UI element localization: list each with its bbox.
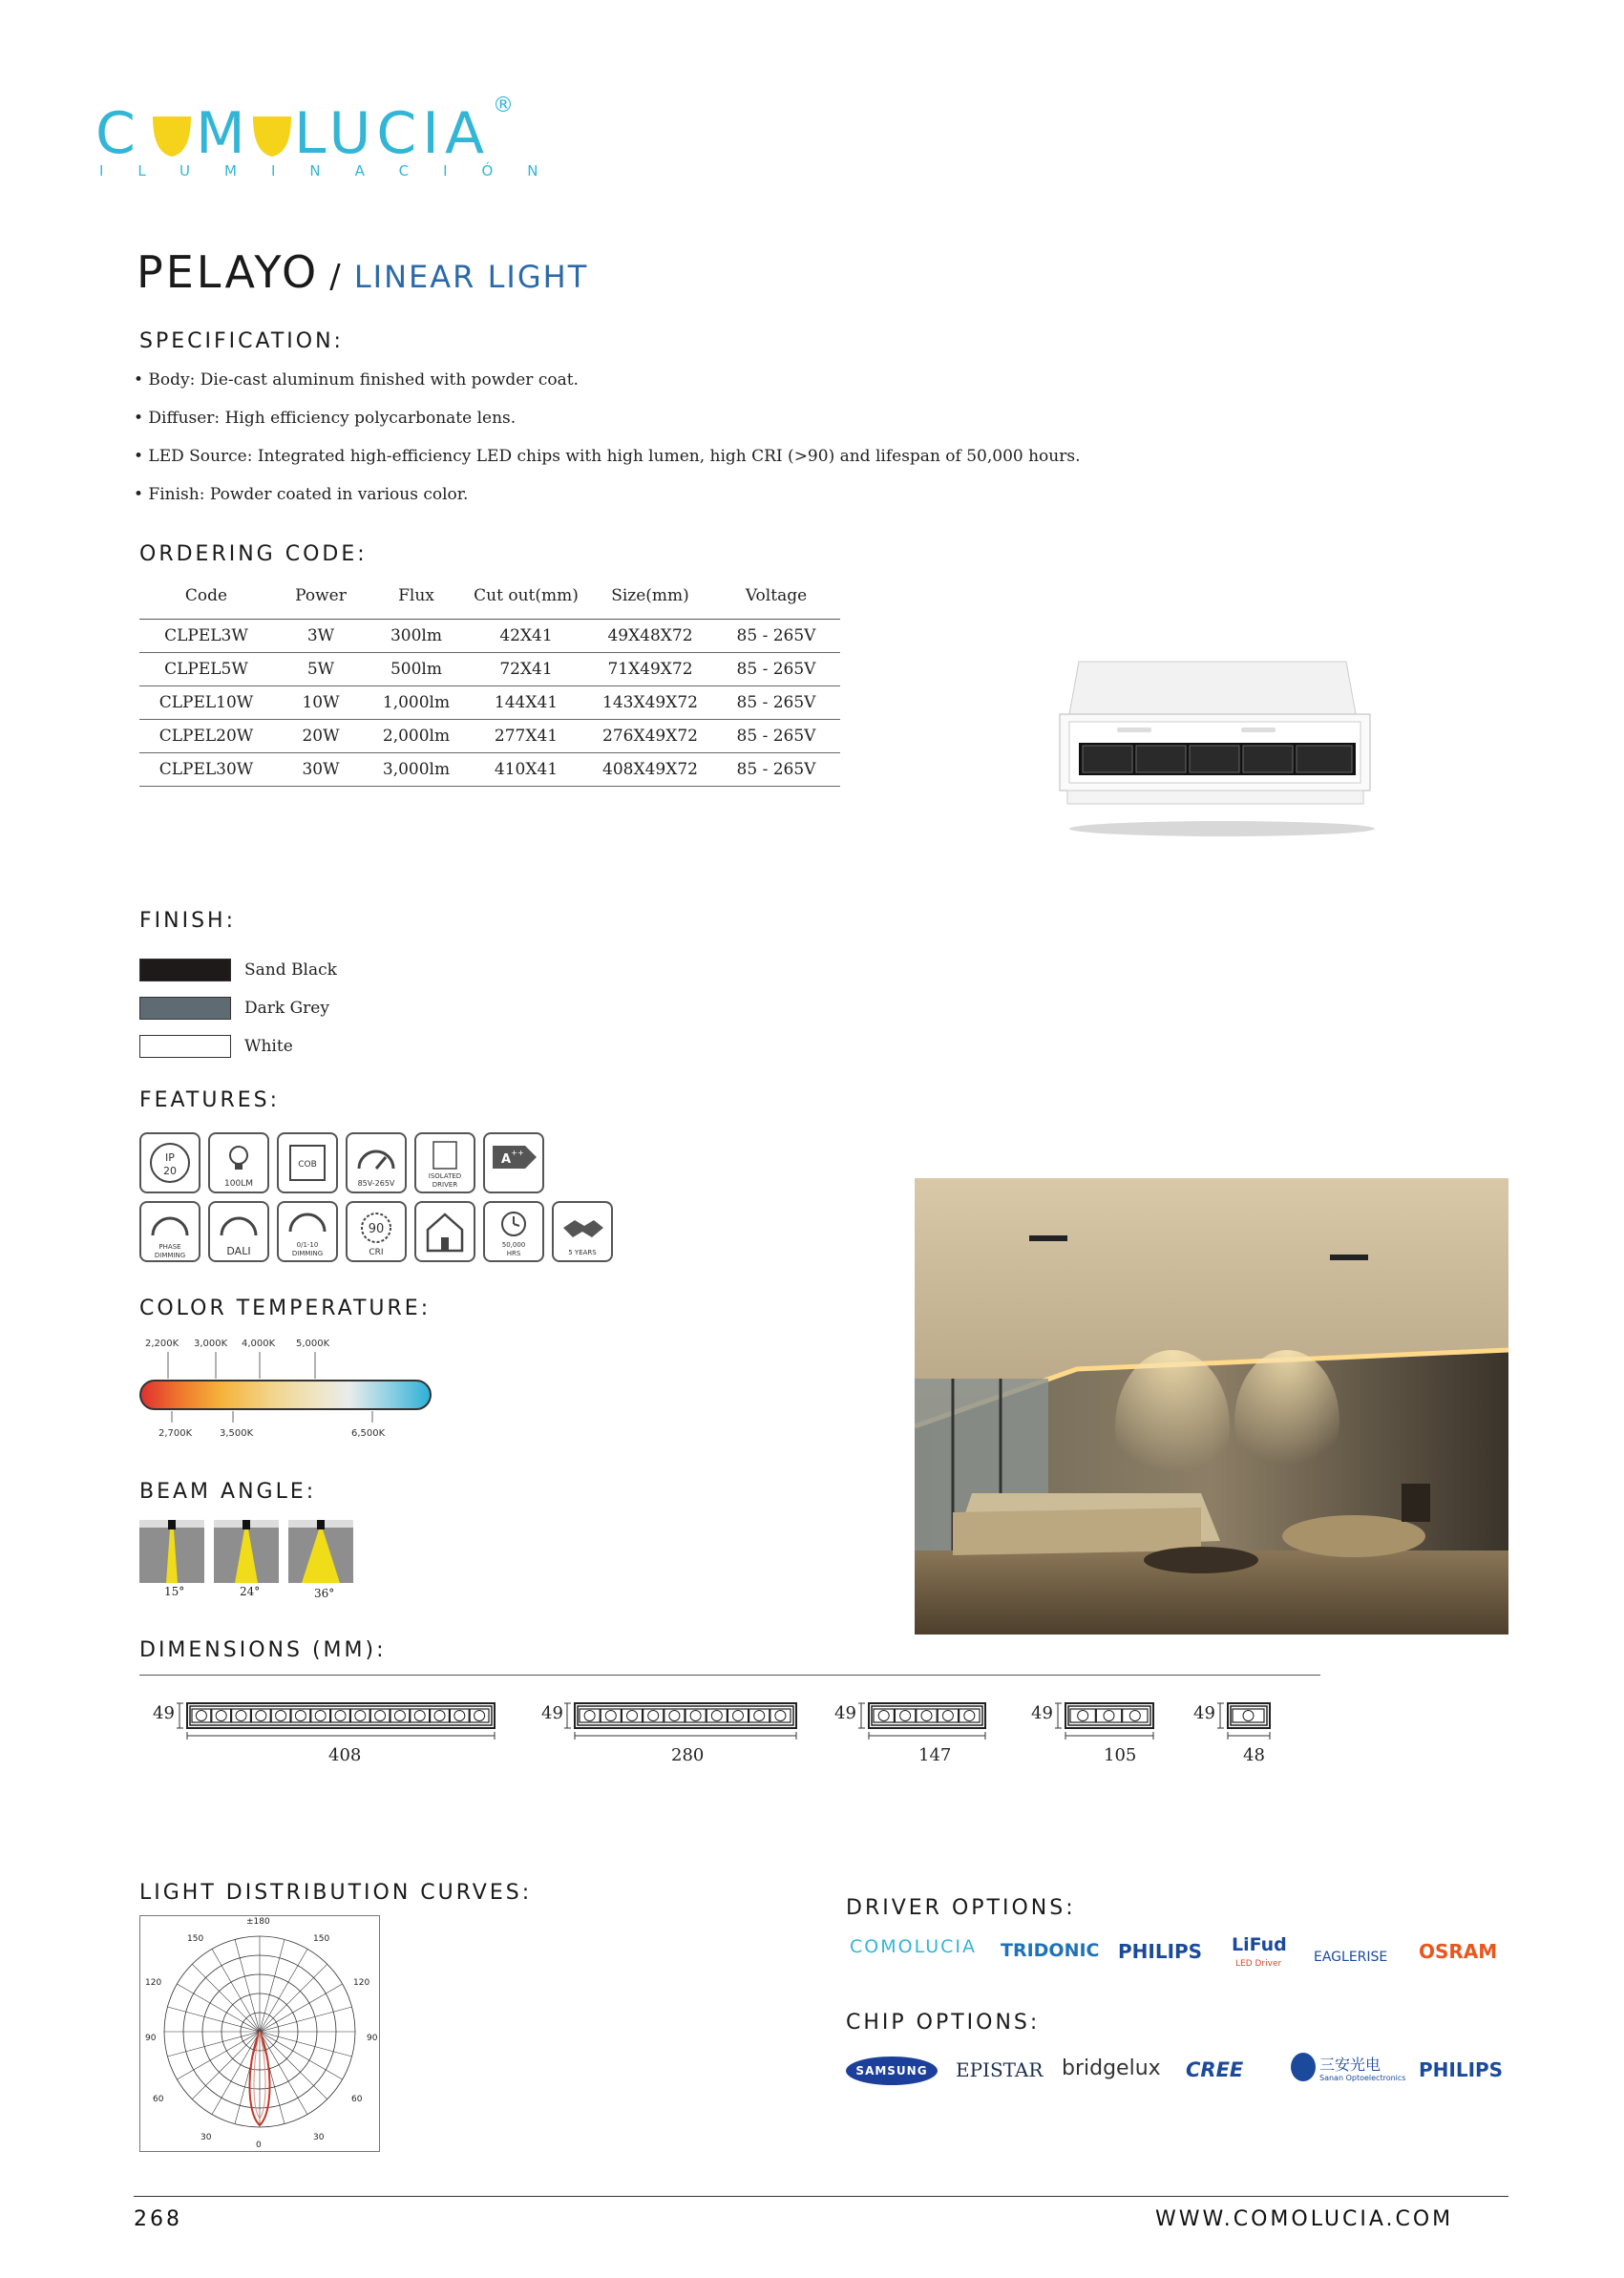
energy-class-icon [483, 1132, 544, 1193]
polar-angle-label: 60 [351, 2095, 363, 2104]
dimension-height: 49 [1031, 1703, 1053, 1723]
led-cell [1123, 1709, 1148, 1722]
dimension-height: 49 [541, 1703, 563, 1723]
svg-text:ISOLATED: ISOLATED [428, 1172, 462, 1180]
led-cell [431, 1709, 450, 1722]
dimension-height: 49 [834, 1703, 856, 1723]
column-header: Size(mm) [588, 573, 712, 620]
polar-angle-label: 90 [145, 2034, 157, 2043]
led-cell [350, 1709, 369, 1722]
website-url: WWW.COMOLUCIA.COM [1155, 2207, 1454, 2231]
cell-cutout: 277X41 [464, 720, 588, 753]
polar-angle-label: 150 [313, 1934, 330, 1944]
led-cell [770, 1709, 791, 1722]
cell-power: 20W [273, 720, 369, 753]
beam-36-icon [288, 1520, 353, 1583]
brand-logo-eaglerise: EAGLERISE [1314, 1950, 1388, 1965]
cell-cutout: 72X41 [464, 653, 588, 686]
brand-logo-cree: CREE [1186, 2058, 1244, 2081]
led-cell [601, 1709, 621, 1722]
cell-size: 49X48X72 [588, 620, 712, 653]
cell-code: CLPEL5W [139, 653, 273, 686]
cell-voltage: 85 - 265V [712, 720, 840, 753]
cell-code: CLPEL20W [139, 720, 273, 753]
svg-text:A: A [500, 1152, 512, 1167]
svg-text:COB: COB [298, 1160, 317, 1170]
cell-power: 10W [273, 686, 369, 720]
cell-code: CLPEL30W [139, 753, 273, 787]
led-cell [580, 1709, 600, 1722]
ordering-heading: ORDERING CODE: [139, 542, 368, 566]
led-cell [664, 1709, 685, 1722]
polar-angle-label: 30 [200, 2133, 212, 2142]
voltage-icon [346, 1132, 407, 1193]
led-cell [1233, 1709, 1264, 1722]
specification-heading: SPECIFICATION: [139, 329, 344, 353]
svg-text:++: ++ [511, 1149, 524, 1157]
samsung-wordmark: SAMSUNG [855, 2064, 928, 2078]
table-row [139, 720, 840, 753]
cell-power: 30W [273, 753, 369, 787]
product-name: PELAYO [137, 246, 320, 298]
svg-text:IP: IP [165, 1151, 175, 1164]
color-temperature-heading: COLOR TEMPERATURE: [139, 1297, 432, 1320]
dimension-profile-147 [857, 1699, 991, 1751]
spec-item: • Finish: Powder coated in various color. [134, 485, 469, 504]
cell-size: 276X49X72 [588, 720, 712, 753]
finish-list [139, 951, 337, 1065]
beam-angle-graphics [139, 1520, 359, 1583]
cell-flux: 1,000lm [369, 686, 464, 720]
dimension-profile-105 [1054, 1699, 1159, 1751]
finish-item [139, 989, 337, 1027]
svg-text:5 YEARS: 5 YEARS [568, 1249, 597, 1256]
specification-list [134, 370, 1184, 523]
ct-top-label: 2,200K [145, 1339, 179, 1349]
ordering-table [139, 573, 840, 787]
finish-heading: FINISH: [139, 909, 237, 933]
led-cell [643, 1709, 664, 1722]
cell-flux: 3,000lm [369, 753, 464, 787]
finish-label: Sand Black [244, 960, 337, 980]
led-cell [450, 1709, 469, 1722]
polar-angle-label: 30 [313, 2133, 325, 2142]
led-cell [1070, 1709, 1095, 1722]
cell-size: 71X49X72 [588, 653, 712, 686]
led-cell [917, 1709, 937, 1722]
brand-logo-bridgelux: bridgelux [1062, 2057, 1161, 2080]
led-cell [685, 1709, 706, 1722]
cell-flux: 2,000lm [369, 720, 464, 753]
led-cell [622, 1709, 642, 1722]
cell-code: CLPEL10W [139, 686, 273, 720]
dimension-length: 48 [1243, 1745, 1265, 1765]
led-cell [331, 1709, 350, 1722]
led-cell [960, 1709, 980, 1722]
brand-logo-philips-chip: PHILIPS [1419, 2058, 1504, 2081]
product-image [1041, 659, 1394, 850]
driver-options-heading: DRIVER OPTIONS: [846, 1896, 1076, 1920]
column-header: Voltage [712, 573, 840, 620]
svg-text:DRIVER: DRIVER [432, 1181, 458, 1189]
ct-bottom-label: 3,500K [220, 1428, 254, 1439]
led-cell [291, 1709, 310, 1722]
dali-icon [208, 1201, 269, 1262]
phase-dimming-icon [139, 1201, 200, 1262]
ct-top-label: 3,000K [194, 1339, 228, 1349]
page-number: 268 [134, 2207, 182, 2231]
svg-text:0/1-10: 0/1-10 [296, 1241, 319, 1249]
table-row [139, 753, 840, 787]
spec-item: • LED Source: Integrated high-efficiency LED chips with high lumen, high CRI (>90) and lifespan of 50,000 hours. [134, 447, 1081, 466]
table-row [139, 686, 840, 720]
ip20-icon [139, 1132, 200, 1193]
driver-brands [846, 1934, 1514, 1976]
svg-text:85V-265V: 85V-265V [357, 1179, 395, 1188]
finish-swatch [139, 1035, 231, 1058]
column-header: Flux [369, 573, 464, 620]
cell-size: 408X49X72 [588, 753, 712, 787]
spec-item: • Diffuser: High efficiency polycarbonate lens. [134, 409, 517, 428]
dimming-0-10-icon [277, 1201, 338, 1262]
polar-angle-label: 0 [256, 2141, 262, 2150]
warranty-icon [552, 1201, 613, 1262]
dimension-height: 49 [1193, 1703, 1215, 1723]
led-cell [728, 1709, 748, 1722]
finish-item [139, 951, 337, 989]
lumen-icon [208, 1132, 269, 1193]
led-cell [411, 1709, 430, 1722]
cri-icon [346, 1201, 407, 1262]
brand-logo-tridonic: TRIDONIC [1001, 1940, 1100, 1961]
indoor-icon [414, 1201, 475, 1262]
svg-text:DALI: DALI [226, 1245, 251, 1257]
lifespan-icon [483, 1201, 544, 1262]
led-cell [192, 1709, 211, 1722]
dimensions-rule [139, 1675, 1320, 1676]
dimension-height: 49 [153, 1703, 175, 1723]
dimension-profile-280 [563, 1699, 802, 1751]
led-cell [311, 1709, 330, 1722]
column-header: Code [139, 573, 273, 620]
brand-logo-philips: PHILIPS [1118, 1940, 1203, 1963]
brand-logo-sanan: 三安光电 [1319, 2056, 1381, 2074]
svg-text:100LM: 100LM [224, 1179, 253, 1189]
led-cell [370, 1709, 390, 1722]
svg-text:DIMMING: DIMMING [154, 1252, 186, 1259]
cob-icon [277, 1132, 338, 1193]
cell-voltage: 85 - 265V [712, 686, 840, 720]
led-cell [390, 1709, 410, 1722]
cell-size: 143X49X72 [588, 686, 712, 720]
cell-power: 3W [273, 620, 369, 653]
finish-swatch [139, 959, 231, 981]
beam-24-icon [214, 1520, 279, 1583]
cell-cutout: 144X41 [464, 686, 588, 720]
led-cell [749, 1709, 770, 1722]
brand-logo-samsung [846, 2057, 938, 2085]
footer-rule [134, 2196, 1508, 2197]
table-row [139, 620, 840, 653]
svg-text:PHASE: PHASE [158, 1243, 181, 1251]
ct-tick-marks [139, 1352, 432, 1423]
brand-logo-lifud: LiFud [1232, 1934, 1287, 1955]
features-row-1 [139, 1132, 544, 1193]
features-row-2 [139, 1201, 613, 1262]
sanan-icon [1291, 2053, 1316, 2081]
chip-options-heading: CHIP OPTIONS: [846, 2011, 1041, 2035]
svg-text:20: 20 [163, 1165, 177, 1177]
registered-mark: ® [493, 94, 514, 117]
cell-code: CLPEL3W [139, 620, 273, 653]
chip-brands [846, 2049, 1514, 2093]
dimension-length: 280 [671, 1745, 705, 1765]
ct-top-label: 4,000K [242, 1339, 276, 1349]
beam-15-icon [139, 1520, 204, 1583]
svg-text:50,000: 50,000 [501, 1241, 526, 1249]
finish-label: White [244, 1037, 293, 1056]
cell-power: 5W [273, 653, 369, 686]
finish-label: Dark Grey [244, 999, 329, 1018]
finish-item [139, 1027, 337, 1065]
cell-cutout: 410X41 [464, 753, 588, 787]
led-cell [271, 1709, 290, 1722]
svg-text:LUCIA: LUCIA [294, 100, 490, 167]
beam-angle-label: 36° [314, 1587, 335, 1600]
svg-text:DIMMING: DIMMING [291, 1250, 324, 1257]
led-cell [232, 1709, 251, 1722]
led-cell [251, 1709, 270, 1722]
dimension-length: 147 [918, 1745, 952, 1765]
beam-angle-label: 15° [164, 1585, 185, 1598]
dimension-profile-48 [1216, 1699, 1276, 1751]
svg-text:M: M [196, 100, 251, 167]
column-header: Power [273, 573, 369, 620]
polar-angle-label: 120 [145, 1978, 162, 1988]
isolated-driver-icon [414, 1132, 475, 1193]
led-cell [707, 1709, 727, 1722]
led-cell [938, 1709, 958, 1722]
led-cell [895, 1709, 915, 1722]
led-cell [212, 1709, 231, 1722]
polar-chart [139, 1915, 380, 2152]
svg-text:90: 90 [368, 1222, 385, 1236]
spec-item: • Body: Die-cast aluminum finished with powder coat. [134, 370, 579, 390]
dimension-profile-408 [176, 1699, 500, 1751]
brand-logo-epistar: EPISTAR [956, 2058, 1044, 2081]
ct-bottom-label: 6,500K [351, 1428, 386, 1439]
ct-bottom-label: 2,700K [158, 1428, 193, 1439]
svg-text:CRI: CRI [369, 1248, 384, 1257]
dimension-length: 105 [1104, 1745, 1137, 1765]
cell-voltage: 85 - 265V [712, 753, 840, 787]
svg-text:HRS: HRS [506, 1250, 521, 1257]
interior-photo [915, 1178, 1508, 1635]
ct-top-label: 5,000K [296, 1339, 330, 1349]
table-row [139, 653, 840, 686]
cell-voltage: 85 - 265V [712, 620, 840, 653]
column-header: Cut out(mm) [464, 573, 588, 620]
cell-flux: 500lm [369, 653, 464, 686]
polar-angle-label: 90 [367, 2034, 378, 2043]
light-distribution-heading: LIGHT DISTRIBUTION CURVES: [139, 1881, 533, 1905]
cell-flux: 300lm [369, 620, 464, 653]
dimensions-heading: DIMENSIONS (MM): [139, 1638, 387, 1662]
brand-logo-sanan-sub: Sanan Optoelectronics [1319, 2074, 1406, 2082]
brand-subtitle: ILUMINACIÓN [99, 162, 573, 179]
beam-angle-heading: BEAM ANGLE: [139, 1480, 317, 1504]
polar-angle-label: ±180 [246, 1917, 270, 1927]
brand-logo-comolucia: COMOLUCIA [850, 1936, 977, 1957]
product-category: LINEAR LIGHT [353, 259, 589, 295]
features-heading: FEATURES: [139, 1088, 281, 1112]
dimension-length: 408 [328, 1745, 362, 1765]
led-cell [1096, 1709, 1121, 1722]
led-cell [470, 1709, 489, 1722]
page-title [137, 246, 588, 298]
polar-angle-label: 150 [187, 1934, 204, 1944]
cell-cutout: 42X41 [464, 620, 588, 653]
cell-voltage: 85 - 265V [712, 653, 840, 686]
beam-angle-label: 24° [240, 1585, 261, 1598]
table-header-row [139, 573, 840, 620]
brand-logo-osram: OSRAM [1419, 1940, 1498, 1963]
polar-angle-label: 120 [353, 1978, 370, 1988]
polar-angle-label: 60 [153, 2095, 164, 2104]
brand-logo-lifud-sub: LED Driver [1235, 1959, 1282, 1969]
svg-text:C: C [95, 100, 141, 167]
finish-swatch [139, 997, 231, 1020]
title-separator: / [329, 258, 344, 296]
led-cell [874, 1709, 894, 1722]
